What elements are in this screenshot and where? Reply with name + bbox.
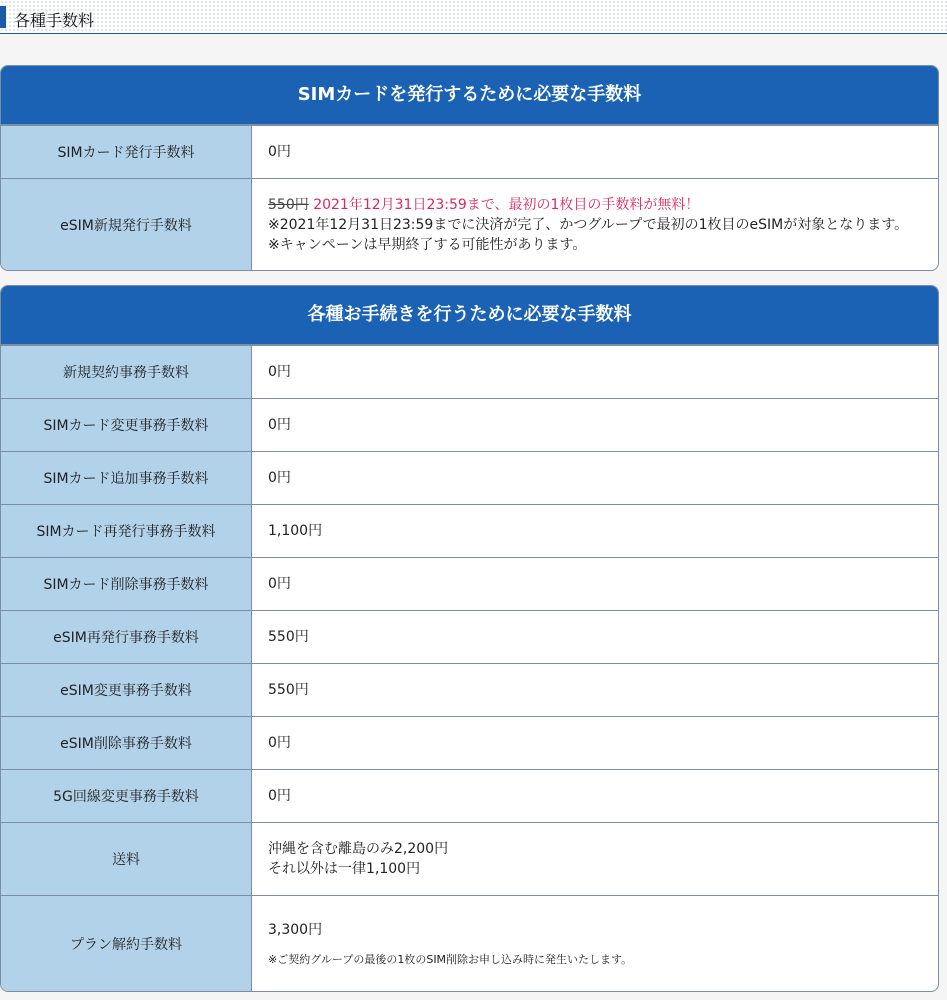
fee-label: eSIM変更事務手数料 <box>1 664 252 716</box>
table-row <box>1 610 938 663</box>
sim-issue-caption: SIMカードを発行するために必要な手数料 <box>1 66 938 125</box>
fee-value: 0円 <box>268 364 291 380</box>
fee-label: 送料 <box>1 823 252 895</box>
table-row <box>1 125 938 178</box>
shipping-other: それ以外は一律1,100円 <box>268 861 421 877</box>
fee-label: SIMカード変更事務手数料 <box>1 399 252 451</box>
fee-value-esim <box>252 179 938 270</box>
table-row-esim <box>1 178 938 270</box>
fee-label: 新規契約事務手数料 <box>1 346 252 398</box>
fee-label: eSIM削除事務手数料 <box>1 717 252 769</box>
table-row <box>1 504 938 557</box>
title-accent-bar <box>0 6 6 28</box>
fee-label: eSIM再発行事務手数料 <box>1 611 252 663</box>
table-row <box>1 557 938 610</box>
fee-value: 0円 <box>268 788 291 804</box>
fee-value: 0円 <box>268 735 291 751</box>
fee-value: 550円 <box>268 629 309 645</box>
fee-value: 0円 <box>268 470 291 486</box>
fee-value: 1,100円 <box>268 523 323 539</box>
procedure-caption: 各種お手続きを行うために必要な手数料 <box>1 286 938 345</box>
old-price: 550円 <box>268 196 309 213</box>
fee-label: プラン解約手数料 <box>1 896 252 991</box>
fee-label: SIMカード追加事務手数料 <box>1 452 252 504</box>
table-row <box>1 663 938 716</box>
table-row <box>1 716 938 769</box>
esim-price-line <box>268 195 922 215</box>
table-row <box>1 769 938 822</box>
fee-value: 550円 <box>268 682 309 698</box>
fee-value: 0円 <box>268 417 291 433</box>
section-title <box>0 0 947 34</box>
table-row <box>1 345 938 398</box>
fee-value: 0円 <box>268 576 291 592</box>
shipping-value <box>252 823 938 895</box>
procedure-fee-table <box>0 285 939 992</box>
page-title: 各種手数料 <box>14 11 95 30</box>
table-row <box>1 398 938 451</box>
sim-issue-fee-table <box>0 65 939 271</box>
cancel-fee: 3,300円 <box>268 921 323 938</box>
table-row-shipping <box>1 822 938 895</box>
fee-value: 0円 <box>268 144 291 160</box>
fee-label: eSIM新規発行手数料 <box>1 179 252 270</box>
shipping-remote-islands: 沖縄を含む離島のみ2,200円 <box>268 841 449 857</box>
early-end-note: ※キャンペーンは早期終了する可能性があります。 <box>268 236 587 253</box>
campaign-note: ※2021年12月31日23:59までに決済が完了、かつグループで最初の1枚目のeSIMが対象となります。 <box>268 216 909 233</box>
fee-label: 5G回線変更事務手数料 <box>1 770 252 822</box>
fee-label: SIMカード発行手数料 <box>1 126 252 178</box>
cancel-note: ※ご契約グループの最後の1枚のSIM削除お申し込み時に発生いたします。 <box>268 952 633 966</box>
cancel-value <box>252 896 938 991</box>
fee-label: SIMカード削除事務手数料 <box>1 558 252 610</box>
campaign-text: 2021年12月31日23:59まで、最初の1枚目の手数料が無料！ <box>313 196 700 213</box>
table-row-cancel <box>1 895 938 991</box>
table-row <box>1 451 938 504</box>
fee-label: SIMカード再発行事務手数料 <box>1 505 252 557</box>
